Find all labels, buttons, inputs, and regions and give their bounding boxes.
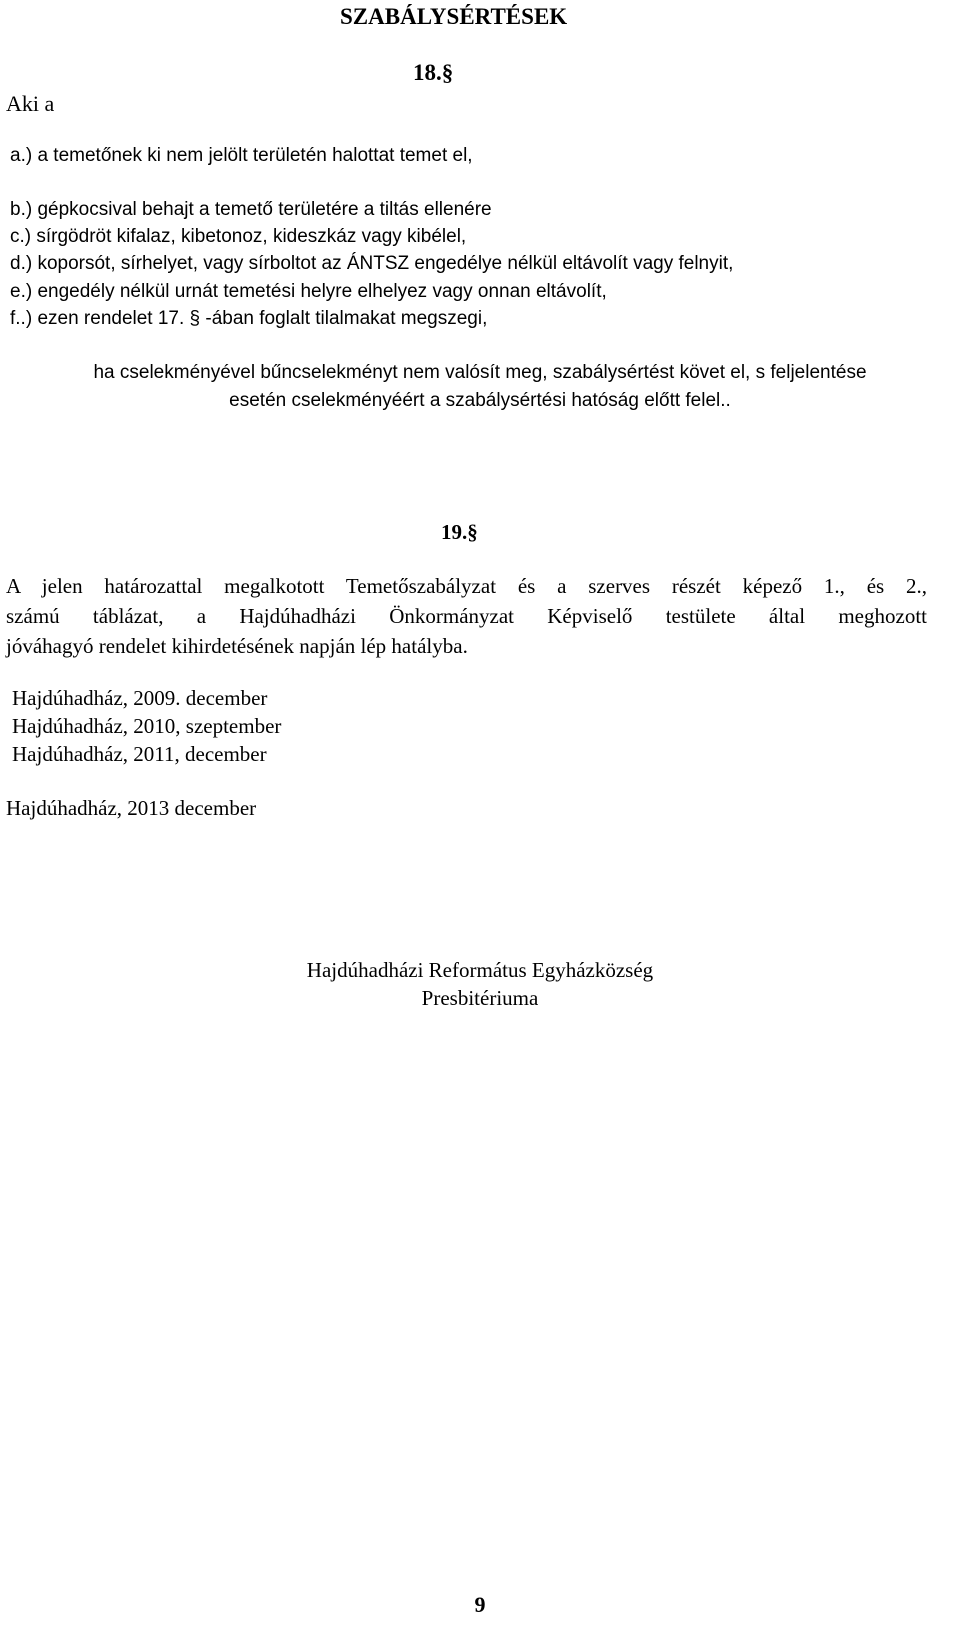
section-19-line-2: számú táblázat, a Hajdúhadházi Önkormányzat Képviselő testülete által meghozott [6,604,927,628]
list-item-a: a.) a temetőnek ki nem jelölt területén halottat temet el, [10,145,473,166]
section-18-heading: 18.§ [413,60,454,85]
list-item-d: d.) koporsót, sírhelyet, vagy sírboltot az ÁNTSZ engedélye nélkül eltávolít vagy felnyit, [10,253,734,274]
list-item-c: c.) sírgödröt kifalaz, kibetonoz, kideszkáz vagy kibélel, [10,226,467,247]
date-line-2009: Hajdúhadház, 2009. december [12,686,268,710]
signature-body: Presbitériuma [421,986,539,1010]
date-line-2011: Hajdúhadház, 2011, december [12,742,267,766]
section-19-line-3: jóváhagyó rendelet kihirdetésének napján lép hatályba. [6,634,468,658]
section-19-heading: 19.§ [441,520,478,544]
date-line-2013: Hajdúhadház, 2013 december [6,796,257,820]
date-line-2010: Hajdúhadház, 2010, szeptember [12,714,282,738]
document-title: SZABÁLYSÉRTÉSEK [340,4,568,29]
section-19-line-1: A jelen határozattal megalkotott Temetőszabályzat és a szerves részét képező 1., és 2., [6,574,927,598]
list-item-f: f..) ezen rendelet 17. § -ában foglalt tilalmakat megszegi, [10,308,488,329]
section-18-consequence-line-1: ha cselekményével bűncselekményt nem valósít meg, szabálysértést követ el, s feljelentése [93,362,867,383]
signature-organization: Hajdúhadházi Református Egyházközség [306,958,654,982]
list-item-b: b.) gépkocsival behajt a temető területére a tiltás ellenére [10,199,492,220]
section-18-consequence-line-2: esetén cselekményéért a szabálysértési hatóság előtt felel.. [229,390,731,411]
list-item-e: e.) engedély nélkül urnát temetési helyre elhelyez vagy onnan eltávolít, [10,281,607,302]
section-18-intro: Aki a [6,91,55,116]
page-number: 9 [474,1592,486,1617]
